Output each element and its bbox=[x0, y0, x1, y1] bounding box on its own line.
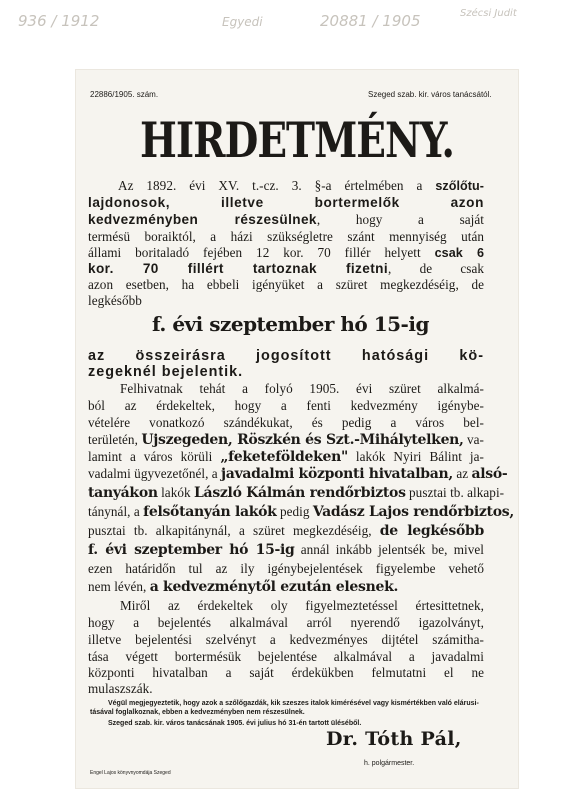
signatory-title: h. polgármester. bbox=[364, 760, 415, 767]
para2-line12: nem lévén, a kedvezménytől ezután elesnek. bbox=[88, 579, 399, 595]
para3-line3: illetve bejelentési szelvényt a kedvezményes dijtétel számitha- bbox=[88, 632, 484, 647]
authority-line2: zegeknél bejelentik. bbox=[88, 364, 244, 380]
para1-line7: azon esetben, ha ebbeli igényüket a szüret megkezdéséig, de bbox=[88, 277, 484, 292]
para1-line6: kor. 70 fillért tartoznak fizetni, de csak bbox=[88, 261, 484, 276]
para2-line3: vételére vonatkozó szándékukat, és pedig a város bel- bbox=[88, 415, 484, 430]
para3-line4: tása végett bortermésük bejelentése alkalmával a javadalmi bbox=[88, 649, 484, 664]
authority-line1: az összeirásra jogosított hatósági kö- bbox=[88, 348, 484, 364]
para1-line1: Az 1892. évi XV. t.-cz. 3. §-a értelmében a szőlőtu- bbox=[118, 178, 484, 193]
signatory-name: Dr. Tóth Pál, bbox=[326, 728, 462, 750]
footnote-line3: Szeged szab. kir. város tanácsának 1905. évi julius hó 31-én tartott üléséből. bbox=[108, 720, 362, 727]
author-annotation: Szécsi Judit bbox=[460, 8, 517, 19]
issuing-authority: Szeged szab. kir. város tanácsától. bbox=[368, 90, 492, 99]
para2-line4: területén, Ujszegeden, Röszkén és Szt.-Mihálytelken, va- bbox=[88, 432, 485, 448]
para3-line6: mulaszszák. bbox=[88, 681, 153, 696]
para2-line9: pusztai tb. alkapitánynál, a szüret megkezdéséig, de legkésőbb bbox=[88, 523, 485, 539]
para2-line6: vadalmi ügyvezetőnél, a javadalmi központi hivatalban, az alsó- bbox=[88, 466, 508, 482]
para3-line2: hogy a bejelentés alkalmával arról nyerendő igazolványt, bbox=[88, 615, 484, 630]
document-number: 22886/1905. szám. bbox=[90, 90, 159, 99]
para2-line7: tanyákon lakók László Kálmán rendőrbiztos pusztai tb. alkapi- bbox=[88, 485, 505, 501]
para3-line1: Miről az érdekeltek oly figyelmeztetéssel értesittetnek, bbox=[120, 598, 484, 613]
footnote-line2: tásával foglalkoznak, ebben a kedvezményben nem részesülnek. bbox=[90, 709, 305, 716]
deadline-heading: f. évi szeptember hó 15-ig bbox=[152, 312, 429, 336]
para1-line4: termésü boraiktól, a házi szükségletre szánt mennyiség után bbox=[88, 229, 484, 244]
footnote-line1: Végül megjegyeztetik, hogy azok a szőlőgazdák, kik szeszes italok kimérésével vagy kismértékben való elárusi- bbox=[108, 700, 479, 707]
page-title: HIRDETMÉNY. bbox=[140, 112, 455, 170]
reference-number-annotation: 20881 / 1905 bbox=[320, 12, 421, 30]
para2-line10: f. évi szeptember hó 15-ig annál inkább jelentsék be, mivel bbox=[88, 542, 484, 558]
para2-line8: tánynál, a felsőtanyán lakók pedig Vadász Lajos rendőrbiztos, bbox=[88, 504, 514, 520]
para1-line2: lajdonosok, illetve bortermelők azon bbox=[88, 195, 484, 210]
para1-line8: legkésőbb bbox=[88, 293, 142, 308]
printer-imprint: Engel Lajos könyvnyomdája Szeged bbox=[90, 770, 171, 776]
para2-line11: ezen határidőn tul az ily igénybejelentések figyelembe vehető bbox=[88, 561, 484, 576]
catalog-annotation: Egyedi bbox=[222, 15, 263, 29]
para2-line5: lamint a város körüli „feketeföldeken" lakók Nyiri Bálint ja- bbox=[88, 449, 484, 465]
para1-line5: állami boritaladó fejében 12 kor. 70 fillér helyett csak 6 bbox=[88, 245, 484, 260]
para2-line1: Felhivatnak tehát a folyó 1905. évi szüret alkalmá- bbox=[120, 381, 484, 396]
archive-number-annotation: 936 / 1912 bbox=[18, 12, 100, 30]
para1-line3: kedvezményben részesülnek, hogy a saját bbox=[88, 212, 484, 227]
para2-line2: ból az érdekeltek, hogy a fenti kedvezmény igénybe- bbox=[88, 398, 484, 413]
para3-line5: központi hivatalban a saját érdekükben felmutatni el ne bbox=[88, 665, 484, 680]
